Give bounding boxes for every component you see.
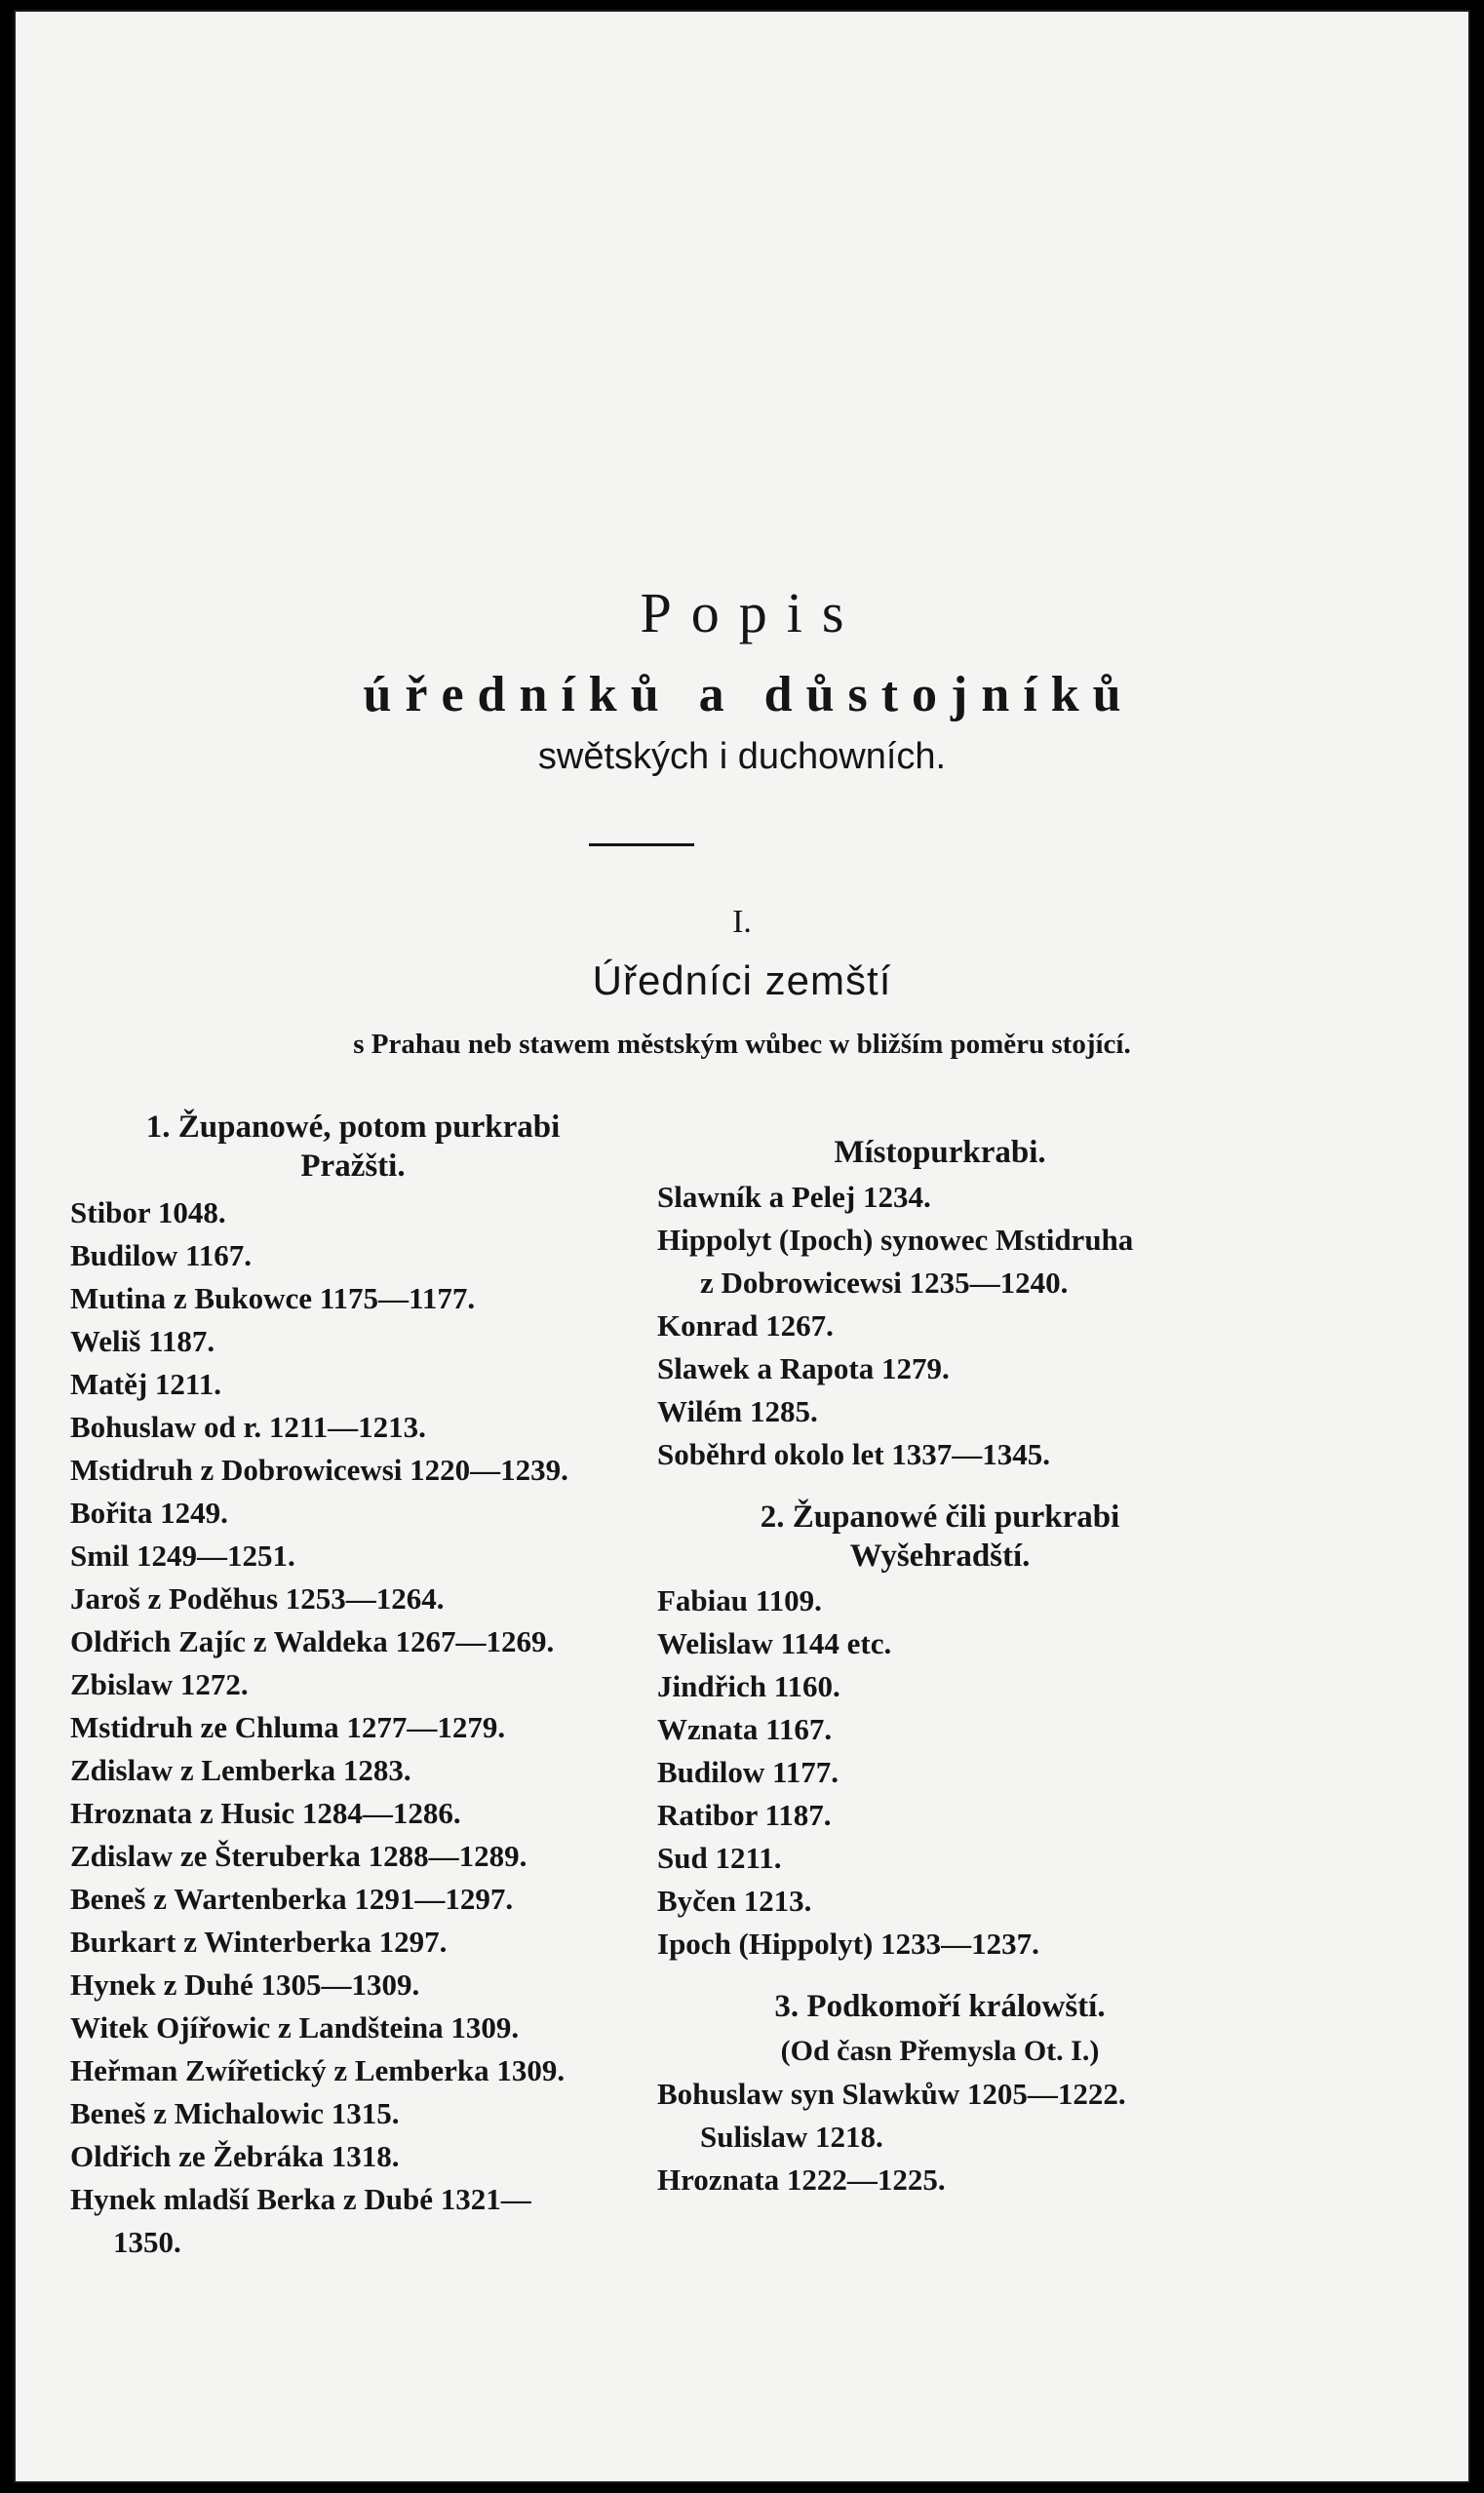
right-column [657,1133,1242,2201]
page-subtitle-secondary: swětských i duchowních. [537,736,947,777]
list-item: Slawník a Pelej 1234. [657,1180,931,1214]
list-item: Sulislaw 1218. [700,2120,883,2154]
list-item: Mutina z Bukowce 1175—1177. [70,1281,476,1315]
list-item: Wilém 1285. [657,1394,818,1428]
page-subtitle: úředníků a důstojníků [363,667,1135,722]
page-title: Popis [640,581,864,644]
column-heading: 3. Podkomoří králowští. [774,1989,1106,2024]
section-subtitle: s Prahau neb stawem městským wůbec w bližším poměru stojící. [353,1029,1131,1060]
list-item: Budilow 1177. [657,1755,840,1789]
list-item: Konrad 1267. [657,1308,834,1343]
left-column [70,1108,655,2264]
list-item: Heřman Zwířetický z Lemberka 1309. [70,2053,566,2087]
list-item: Matěj 1211. [70,1367,221,1401]
list-item-continuation: z Dobrowicewsi 1235—1240. [700,1266,1069,1300]
column-heading: 1. Županowé, potom purkrabi Pražšti. [145,1110,561,1184]
book-page [14,10,1470,2483]
list-item: Byčen 1213. [657,1884,812,1918]
divider-rule [589,843,694,846]
list-item: Mstidruh z Dobrowicewsi 1220—1239. [70,1453,568,1487]
list-item: Smil 1249—1251. [70,1539,295,1573]
column-heading: Místopurkrabi. [834,1135,1046,1170]
list-item: Zdislaw ze Šteruberka 1288—1289. [70,1839,527,1873]
list-item: Hroznata 1222—1225. [657,2162,946,2197]
list-item: Wznata 1167. [657,1712,833,1746]
list-item-continuation: 1350. [113,2225,181,2259]
list-item: Oldřich ze Žebráka 1318. [70,2139,400,2173]
section-title: Úředníci zemští [592,957,892,1003]
list-item: Mstidruh ze Chluma 1277—1279. [70,1710,506,1744]
list-item: Hynek z Duhé 1305—1309. [70,1967,420,2002]
list-item: Zdislaw z Lemberka 1283. [70,1753,411,1787]
list-item: Beneš z Wartenberka 1291—1297. [70,1882,514,1916]
list-item: Zbislaw 1272. [70,1667,249,1701]
list-item: Ratibor 1187. [657,1798,832,1832]
list-item: Ipoch (Hippolyt) 1233—1237. [657,1927,1039,1961]
column-heading: 2. Županowé čili purkrabi Wyšehradští. [760,1500,1120,1574]
list-item: Burkart z Winterberka 1297. [70,1925,448,1959]
list-item: Jindřich 1160. [657,1669,840,1703]
list-item: Oldřich Zajíc z Waldeka 1267—1269. [70,1624,555,1658]
list-item: Slawek a Rapota 1279. [657,1351,950,1385]
list-item: Jaroš z Poděhus 1253—1264. [70,1581,445,1616]
list-item: Bohuslaw od r. 1211—1213. [70,1410,426,1444]
list-item: Bohuslaw syn Slawkůw 1205—1222. [657,2077,1126,2111]
column-subheading: (Od časn Přemysla Ot. I.) [780,2035,1100,2067]
list-item: Sud 1211. [657,1841,782,1875]
list-item: Stibor 1048. [70,1195,226,1229]
list-item: Welislaw 1144 etc. [657,1626,892,1660]
list-item: Hippolyt (Ipoch) synowec Mstidruha [657,1223,1134,1257]
section-number: I. [732,904,752,940]
list-item: Bořita 1249. [70,1496,228,1530]
list-item: Weliš 1187. [70,1324,215,1358]
list-item: Hroznata z Husic 1284—1286. [70,1796,461,1830]
list-item: Witek Ojířowic z Landšteina 1309. [70,2010,520,2045]
list-item: Beneš z Michalowic 1315. [70,2096,400,2130]
list-item: Hynek mladší Berka z Dubé 1321— [70,2182,531,2216]
list-item: Budilow 1167. [70,1238,253,1272]
list-item: Fabiau 1109. [657,1583,822,1617]
list-item: Soběhrd okolo let 1337—1345. [657,1437,1051,1471]
